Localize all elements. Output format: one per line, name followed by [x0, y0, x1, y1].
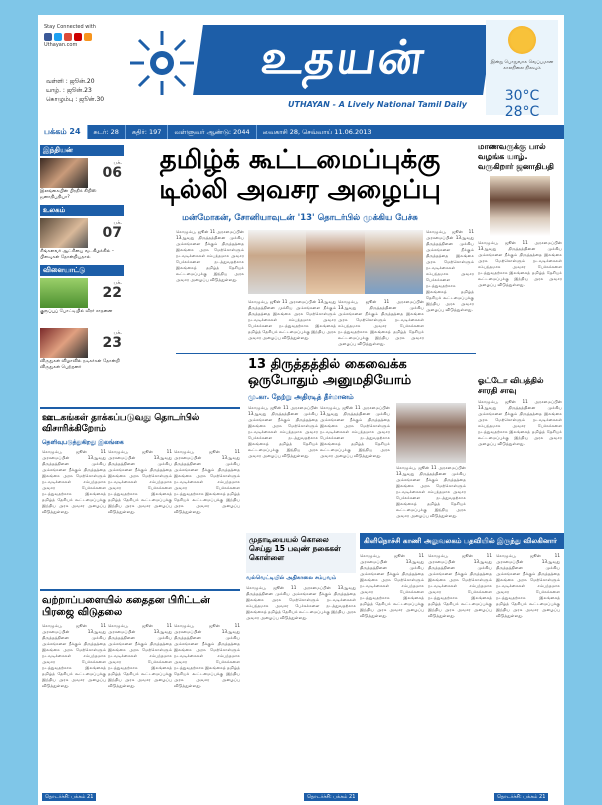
index-caption: சிங்களவர் ஆட்சியை வடகிழக்கில் – பிளவுகள் தோன்றியதால்	[40, 249, 115, 260]
lower-right-headline: கிளிநொச்சி காணி அலுவலகம் பதவியில் இருந்து விலகினார்	[360, 533, 564, 549]
continued-ref[interactable]	[304, 793, 358, 801]
right-second-headline: ஓட்டோ விபத்தில் சாரதி சாவு	[478, 376, 544, 395]
continued-ref[interactable]	[494, 793, 548, 801]
twitter-icon[interactable]	[54, 33, 62, 41]
site-url[interactable]: Uthayan.com	[44, 42, 78, 48]
facebook-icon[interactable]	[44, 33, 52, 41]
second-subhead: மு.கா. நேற்று அதிரடித் தீர்மானம்	[248, 393, 354, 401]
lower-mid-box	[246, 533, 356, 573]
article-photo	[396, 403, 466, 463]
divider	[40, 407, 240, 409]
date-line: யாழ். : ஜூன்.23	[46, 87, 92, 94]
section-tag-sports[interactable]: விளையாட்டு	[40, 265, 124, 276]
weather-box	[486, 20, 558, 120]
social-icons	[44, 33, 134, 41]
continued-ref[interactable]	[42, 793, 96, 801]
continued-label: தொடர்ச்சி: பக்கம்	[45, 794, 86, 800]
thumbnail-image	[40, 158, 88, 188]
right-headline: மாணவருக்கு பால் வழங்க யாழ். வருகிறார் ஜனாதிபதி	[478, 142, 554, 171]
photo	[306, 230, 364, 294]
page-ref: பக். 06	[102, 160, 122, 181]
masthead	[38, 15, 564, 125]
page-ref: பக். 22	[102, 280, 122, 301]
thumbnail-image	[40, 218, 88, 248]
newspaper-logo: உதயன்	[193, 25, 493, 95]
stay-connected-label: Stay Connected with	[44, 24, 96, 30]
ray-number: கதிர்: 197	[125, 125, 168, 139]
page-ref: பக். 07	[102, 220, 122, 241]
article-text: கொழும்பு, ஜூன் 11 அரசமைப்பின் 13ஆவது திருத்தத்தினை முக்கிய அம்சங்களை நீக்கும் திருத்தத்தை இலங்கை அரசு மேற்கொள்ளும் நடவடிக்கைகள் சம்பந்தமாக அவசர பேச்சுக்களை நடத்துவதற்காக இலங்கைத் தமிழ்த் தேசியக் கூட்டமைப்புக்கு இந்திய அரசு அவசர அழைப்பு விடுத்துள்ளது.	[174, 623, 240, 688]
index-caption: விருதுகள் விழாவில் நடிகர்கள் தோன்றி விருதுகள் பெற்றனர்	[40, 359, 120, 370]
stay-connected	[44, 23, 134, 49]
index-item[interactable]	[40, 158, 124, 202]
continued-page: 21	[539, 794, 546, 800]
rss-icon[interactable]	[84, 33, 92, 41]
thumbnail-image	[40, 328, 88, 358]
continued-page: 21	[87, 794, 94, 800]
lower-left-second-headline: வற்றாப்பளையில் கதைதன பிரிட்டன் பிரஜை விடுதலை	[42, 595, 210, 618]
tagline: UTHAYAN - A Lively National Tamil Daily	[288, 100, 467, 109]
photo	[248, 230, 306, 294]
youtube-icon[interactable]	[74, 33, 82, 41]
right-article-text: கொழும்பு, ஜூன் 11 அரசமைப்பின் 13ஆவது திருத்தத்தினை முக்கிய அம்சங்களை நீக்கும் திருத்தத்தை இலங்கை அரசு மேற்கொள்ளும் நடவடிக்கைகள் சம்பந்தமாக அவசர பேச்சுக்களை நடத்துவதற்காக இலங்கைத் தமிழ்த் தேசியக் கூட்டமைப்புக்கு இந்திய அரசு அவசர அழைப்பு விடுத்துள்ளது.	[478, 399, 562, 446]
article-text: கொழும்பு, ஜூன் 11 அரசமைப்பின் 13ஆவது திருத்தத்தினை முக்கிய அம்சங்களை நீக்கும் திருத்தத்தை இலங்கை அரசு மேற்கொள்ளும் நடவடிக்கைகள் சம்பந்தமாக அவசர பேச்சுக்களை நடத்துவதற்காக இலங்கைத் தமிழ்த் தேசியக் கூட்டமைப்புக்கு இந்திய அரசு அவசர அழைப்பு விடுத்துள்ளது.	[108, 449, 172, 514]
page-ref: பக். 23	[102, 330, 122, 351]
issue-date: வைகாசி 28, செவ்வாய் 11.06.2013	[256, 125, 378, 139]
issue-number: சுடர்: 28	[87, 125, 125, 139]
date-line: கொழும்பு : ஜூன்.30	[46, 96, 105, 103]
right-column	[478, 142, 562, 489]
article-text: கொழும்பு, ஜூன் 11 அரசமைப்பின் 13ஆவது திருத்தத்தினை முக்கிய அம்சங்களை நீக்கும் திருத்தத்தை இலங்கை அரசு மேற்கொள்ளும் நடவடிக்கைகள் சம்பந்தமாக அவசர பேச்சுக்களை நடத்துவதற்காக இலங்கைத் தமிழ்த் தேசியக் கூட்டமைப்புக்கு இந்திய அரசு அவசர அழைப்பு விடுத்துள்ளது.	[396, 465, 466, 518]
article-text: கொழும்பு, ஜூன் 11 அரசமைப்பின் 13ஆவது திருத்தத்தினை முக்கிய அம்சங்களை நீக்கும் திருத்தத்தை இலங்கை அரசு மேற்கொள்ளும் நடவடிக்கைகள் சம்பந்தமாக அவசர பேச்சுக்களை நடத்துவதற்காக இலங்கைத் தமிழ்த் தேசியக் கூட்டமைப்புக்கு இந்திய அரசு அவசர அழைப்பு விடுத்துள்ளது.	[428, 553, 492, 618]
right-article-text: கொழும்பு, ஜூன் 11 அரசமைப்பின் 13ஆவது திருத்தத்தினை முக்கிய அம்சங்களை நீக்கும் திருத்தத்தை இலங்கை அரசு மேற்கொள்ளும் நடவடிக்கைகள் சம்பந்தமாக அவசர பேச்சுக்களை நடத்துவதற்காக இலங்கைத் தமிழ்த் தேசியக் கூட்டமைப்புக்கு இந்திய அரசு அவசர அழைப்பு விடுத்துள்ளது.	[478, 240, 562, 287]
main-subhead: மன்மோகன், சோனியாவுடன் '13' தொடர்பில் முக்கிய பேச்சு	[182, 213, 418, 223]
main-headline-line: தமிழ்க் கூட்டமைப்புக்கு	[159, 145, 441, 175]
leaders-photo	[248, 230, 423, 294]
article-text: கொழும்பு, ஜூன் 11 அரசமைப்பின் 13ஆவது திருத்தத்தினை முக்கிய அம்சங்களை நீக்கும் திருத்தத்தை இலங்கை அரசு மேற்கொள்ளும் நடவடிக்கைகள் சம்பந்தமாக அவசர பேச்சுக்களை நடத்துவதற்காக இலங்கைத் தமிழ்த் தேசியக் கூட்டமைப்புக்கு இந்திய அரசு அவசர அழைப்பு விடுத்துள்ளது.	[42, 449, 106, 514]
prayer-dates	[46, 77, 104, 104]
year: வள்ளுவர் ஆண்டு: 2044	[167, 125, 255, 139]
article-text: கொழும்பு, ஜூன் 11 அரசமைப்பின் 13ஆவது திருத்தத்தினை முக்கிய அம்சங்களை நீக்கும் திருத்தத்தை இலங்கை அரசு மேற்கொள்ளும் நடவடிக்கைகள் சம்பந்தமாக அவசர பேச்சுக்களை நடத்துவதற்காக இலங்கைத் தமிழ்த் தேசியக் கூட்டமைப்புக்கு இந்திய அரசு அவசர அழைப்பு விடுத்துள்ளது.	[246, 585, 356, 620]
divider	[40, 589, 240, 591]
newspaper-page	[38, 15, 564, 805]
president-photo	[490, 176, 550, 236]
article-text: கொழும்பு, ஜூன் 11 அரசமைப்பின் 13ஆவது திருத்தத்தினை முக்கிய அம்சங்களை நீக்கும் திருத்தத்தை இலங்கை அரசு மேற்கொள்ளும் நடவடிக்கைகள் சம்பந்தமாக அவசர பேச்சுக்களை நடத்துவதற்காக இலங்கைத் தமிழ்த் தேசியக் கூட்டமைப்புக்கு இந்திய அரசு அவசர அழைப்பு விடுத்துள்ளது.	[174, 449, 240, 514]
google-plus-icon[interactable]	[64, 33, 72, 41]
sun-weather-icon	[508, 26, 536, 54]
index-item[interactable]	[40, 218, 124, 262]
main-headline	[130, 145, 470, 205]
box-headline: முதாடியையல் கொலை செய்து 15 பவுண் நகைகள் கொள்ளை	[249, 535, 341, 562]
continued-label: தொடர்ச்சி: பக்கம்	[497, 794, 538, 800]
main-article-text: கொழும்பு, ஜூன் 11 அரசமைப்பின் 13ஆவது திருத்தத்தினை முக்கிய அம்சங்களை நீக்கும் திருத்தத்தை இலங்கை அரசு மேற்கொள்ளும் நடவடிக்கைகள் சம்பந்தமாக அவசர பேச்சுக்களை நடத்துவதற்காக இலங்கைத் தமிழ்த் தேசியக் கூட்டமைப்புக்கு இந்திய அரசு அவசர அழைப்பு விடுத்துள்ளது.	[338, 299, 424, 346]
sun-emblem-icon	[126, 27, 198, 99]
left-index-column	[40, 142, 124, 372]
lower-left-subhead: தெளிவுபடுத்துகிறது இலங்கை	[42, 439, 124, 446]
index-caption: குரூப்புப் போட்டியில் வீரர் சாதனை	[40, 309, 113, 314]
article-text: கொழும்பு, ஜூன் 11 அரசமைப்பின் 13ஆவது திருத்தத்தினை முக்கிய அம்சங்களை நீக்கும் திருத்தத்தை இலங்கை அரசு மேற்கொள்ளும் நடவடிக்கைகள் சம்பந்தமாக அவசர பேச்சுக்களை நடத்துவதற்காக இலங்கைத் தமிழ்த் தேசியக் கூட்டமைப்புக்கு இந்திய அரசு அவசர அழைப்பு விடுத்துள்ளது.	[108, 623, 172, 688]
second-headline: 13 திருத்தத்தில் கைவைக்க ஒருபோதும் அனுமதியோம்	[248, 357, 412, 388]
thumbnail-image	[40, 278, 88, 308]
main-headline-line: டில்லி அவசர அழைப்பு	[159, 175, 441, 205]
article-text: கொழும்பு, ஜூன் 11 அரசமைப்பின் 13ஆவது திருத்தத்தினை முக்கிய அம்சங்களை நீக்கும் திருத்தத்தை இலங்கை அரசு மேற்கொள்ளும் நடவடிக்கைகள் சம்பந்தமாக அவசர பேச்சுக்களை நடத்துவதற்காக இலங்கைத் தமிழ்த் தேசியக் கூட்டமைப்புக்கு இந்திய அரசு அவசர அழைப்பு விடுத்துள்ளது.	[360, 553, 424, 618]
issue-info-bar	[38, 125, 564, 139]
index-item[interactable]	[40, 328, 124, 372]
article-text: கொழும்பு, ஜூன் 11 அரசமைப்பின் 13ஆவது திருத்தத்தினை முக்கிய அம்சங்களை நீக்கும் திருத்தத்தை இலங்கை அரசு மேற்கொள்ளும் நடவடிக்கைகள் சம்பந்தமாக அவசர பேச்சுக்களை நடத்துவதற்காக இலங்கைத் தமிழ்த் தேசியக் கூட்டமைப்புக்கு இந்திய அரசு அவசர அழைப்பு விடுத்துள்ளது.	[496, 553, 560, 618]
weather-temperature: 30°C 28°C	[504, 88, 540, 120]
continued-label: தொடர்ச்சி: பக்கம்	[307, 794, 348, 800]
continued-page: 21	[349, 794, 356, 800]
photo	[365, 230, 423, 294]
article-text: கொழும்பு, ஜூன் 11 அரசமைப்பின் 13ஆவது திருத்தத்தினை முக்கிய அம்சங்களை நீக்கும் திருத்தத்தை இலங்கை அரசு மேற்கொள்ளும் நடவடிக்கைகள் சம்பந்தமாக அவசர பேச்சுக்களை நடத்துவதற்காக இலங்கைத் தமிழ்த் தேசியக் கூட்டமைப்புக்கு இந்திய அரசு அவசர அழைப்பு விடுத்துள்ளது.	[320, 405, 390, 458]
lower-left-headline: ஊடகங்கள் தாக்கப்படுவது தொடர்பில் விசாரிக்கிறோம்	[42, 413, 200, 434]
article-text: கொழும்பு, ஜூன் 11 அரசமைப்பின் 13ஆவது திருத்தத்தினை முக்கிய அம்சங்களை நீக்கும் திருத்தத்தை இலங்கை அரசு மேற்கொள்ளும் நடவடிக்கைகள் சம்பந்தமாக அவசர பேச்சுக்களை நடத்துவதற்காக இலங்கைத் தமிழ்த் தேசியக் கூட்டமைப்புக்கு இந்திய அரசு அவசர அழைப்பு விடுத்துள்ளது.	[42, 623, 106, 688]
page-number: பக்கம் 24	[38, 125, 87, 139]
index-caption: இலங்கையின் பிரதிக் கிறிஸ் ஜனாதிபதியா?	[40, 189, 97, 200]
index-item[interactable]	[40, 278, 124, 322]
main-article-text: கொழும்பு, ஜூன் 11 அரசமைப்பின் 13ஆவது திருத்தத்தினை முக்கிய அம்சங்களை நீக்கும் திருத்தத்தை இலங்கை அரசு மேற்கொள்ளும் நடவடிக்கைகள் சம்பந்தமாக அவசர பேச்சுக்களை நடத்துவதற்காக இலங்கைத் தமிழ்த் தேசியக் கூட்டமைப்புக்கு இந்திய அரசு அவசர அழைப்பு விடுத்துள்ளது.	[426, 229, 474, 312]
box-subhead: வல்வெட்டியில் அதிகாலை சம்பவம்	[246, 575, 337, 581]
divider	[176, 353, 476, 354]
section-tag-india[interactable]: இந்தியன்	[40, 145, 124, 156]
main-article-text: கொழும்பு, ஜூன் 11 அரசமைப்பின் 13ஆவது திருத்தத்தினை முக்கிய அம்சங்களை நீக்கும் திருத்தத்தை இலங்கை அரசு மேற்கொள்ளும் நடவடிக்கைகள் சம்பந்தமாக அவசர பேச்சுக்களை நடத்துவதற்காக இலங்கைத் தமிழ்த் தேசியக் கூட்டமைப்புக்கு இந்திய அரசு அவசர அழைப்பு விடுத்துள்ளது.	[176, 229, 244, 282]
main-article-text: கொழும்பு, ஜூன் 11 அரசமைப்பின் 13ஆவது திருத்தத்தினை முக்கிய அம்சங்களை நீக்கும் திருத்தத்தை இலங்கை அரசு மேற்கொள்ளும் நடவடிக்கைகள் சம்பந்தமாக அவசர பேச்சுக்களை நடத்துவதற்காக இலங்கைத் தமிழ்த் தேசியக் கூட்டமைப்புக்கு இந்திய அரசு அவசர அழைப்பு விடுத்துள்ளது.	[248, 299, 336, 340]
section-tag-world[interactable]: உலகம்	[40, 205, 124, 216]
weather-text: இன்று பொதுவாக வெப்பமான காலநிலை நிலவும்	[490, 60, 554, 71]
date-line: வள்ளி : ஜூன்.20	[46, 78, 95, 85]
article-text: கொழும்பு, ஜூன் 11 அரசமைப்பின் 13ஆவது திருத்தத்தினை முக்கிய அம்சங்களை நீக்கும் திருத்தத்தை இலங்கை அரசு மேற்கொள்ளும் நடவடிக்கைகள் சம்பந்தமாக அவசர பேச்சுக்களை நடத்துவதற்காக இலங்கைத் தமிழ்த் தேசியக் கூட்டமைப்புக்கு இந்திய அரசு அவசர அழைப்பு விடுத்துள்ளது.	[248, 405, 318, 458]
